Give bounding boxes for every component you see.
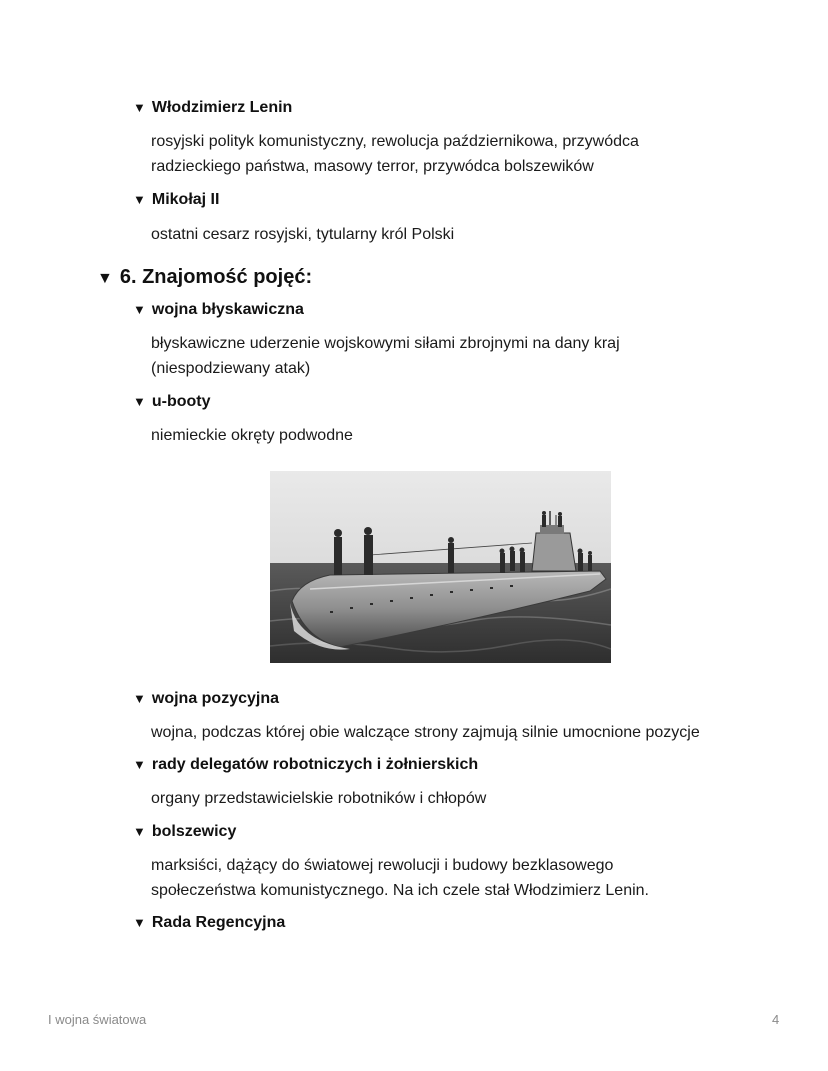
toggle-title: u-booty [151,393,211,410]
toggle-title: bolszewicy [151,823,237,840]
toggle-body-trench-war [151,720,751,745]
body-line: błyskawiczne uderzenie wojskowymi siłami zbrojnymi na dany kraj [151,335,620,352]
toggle-lenin[interactable] [133,97,292,119]
toggle-triangle-icon[interactable]: ▼ [133,302,146,317]
toggle-title: Mikołaj II [151,191,220,208]
toggle-body-nicholas [151,222,751,247]
toggle-title: rady delegatów robotniczych i żołnierskich [151,756,479,773]
toggle-body-blitzkrieg [151,331,751,381]
toggle-body-uboats [151,423,751,448]
toggle-bolsheviks[interactable] [133,821,236,843]
footer-title: I wojna światowa [48,1012,147,1027]
toggle-blitzkrieg[interactable] [133,299,304,321]
body-line: organy przedstawicielskie robotników i chłopów [151,790,487,807]
toggle-title: wojna błyskawiczna [151,301,304,318]
body-line: (niespodziewany atak) [151,360,311,377]
body-line: ostatni cesarz rosyjski, tytularny król Polski [151,226,455,243]
body-line: radzieckiego państwa, masowy terror, przywódca bolszewików [151,158,594,175]
toggle-triangle-icon[interactable]: ▼ [133,192,146,207]
toggle-trench-war[interactable] [133,688,279,710]
toggle-title: Rada Regencyjna [151,914,286,931]
body-line: społeczeństwa komunistycznego. Na ich czele stał Włodzimierz Lenin. [151,882,649,899]
toggle-body-bolsheviks [151,853,751,903]
toggle-triangle-icon[interactable]: ▼ [97,270,113,287]
toggle-body-councils [151,786,751,811]
body-line: wojna, podczas której obie walczące strony zajmują silnie umocnione pozycje [151,724,700,741]
uboat-image [270,471,611,663]
body-line: niemieckie okręty podwodne [151,427,353,444]
toggle-concepts-heading[interactable] [97,264,312,292]
toggle-uboats[interactable] [133,391,211,413]
body-line: marksiści, dążący do światowej rewolucji i budowy bezklasowego [151,857,614,874]
toggle-triangle-icon[interactable]: ▼ [133,691,146,706]
toggle-triangle-icon[interactable]: ▼ [133,824,146,839]
body-line: rosyjski polityk komunistyczny, rewolucja październikowa, przywódca [151,133,639,150]
toggle-councils[interactable] [133,754,478,776]
section-heading: 6. Znajomość pojęć: [119,266,313,288]
toggle-title: wojna pozycyjna [151,690,280,707]
toggle-title: Włodzimierz Lenin [151,99,293,116]
toggle-body-lenin [151,129,751,179]
uboat-photo [270,471,611,663]
footer-page-number: 4 [772,1012,780,1027]
toggle-regency-council[interactable] [133,912,285,934]
toggle-nicholas[interactable] [133,189,219,211]
toggle-triangle-icon[interactable]: ▼ [133,100,146,115]
toggle-triangle-icon[interactable]: ▼ [133,394,146,409]
toggle-triangle-icon[interactable]: ▼ [133,915,146,930]
toggle-triangle-icon[interactable]: ▼ [133,757,146,772]
